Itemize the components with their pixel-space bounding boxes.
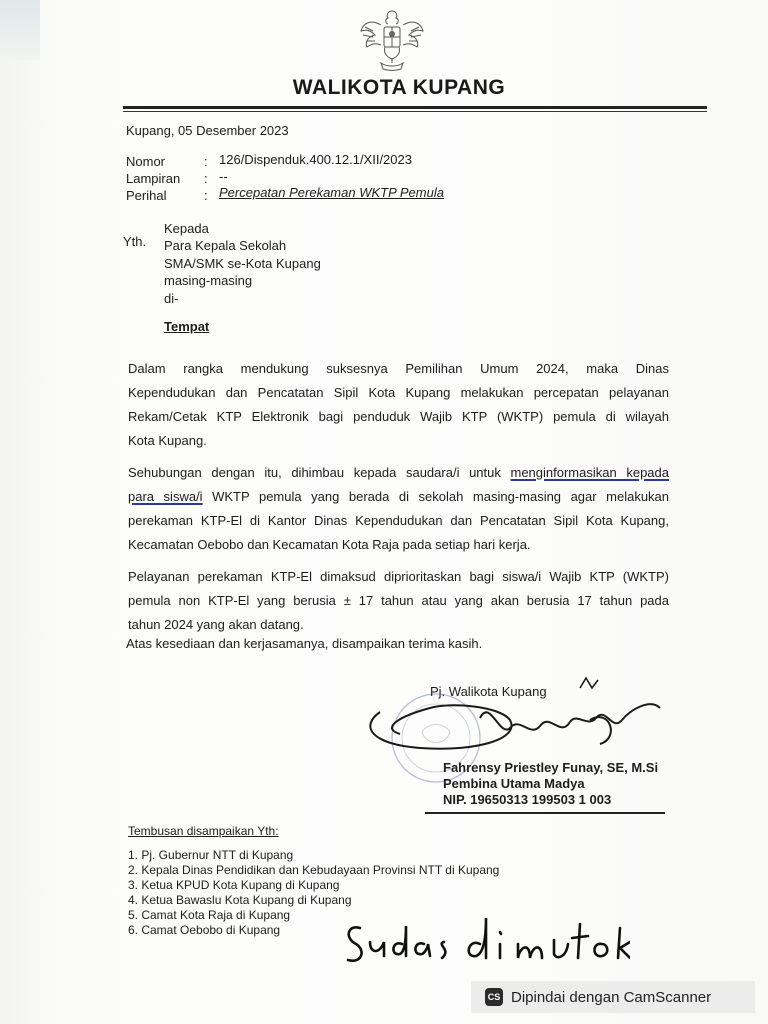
perihal-colon: : [204,188,208,203]
lampiran-value: -- [219,169,228,184]
body-text: Sehubungan dengan itu, dihimbau kepada saudara/i untuk [128,465,511,480]
signatory-nip: NIP. 19650313 199503 1 003 [443,792,612,807]
cc-item: 1. Pj. Gubernur NTT di Kupang [128,848,294,862]
kepada-label: Kepada [164,221,209,236]
perihal-value: Percepatan Perekaman WKTP Pemula [219,185,444,200]
recipient-line-4: di- [164,291,179,306]
recipient-line-2: SMA/SMK se-Kota Kupang [164,256,321,271]
body-line: Pelayanan perekaman KTP-El dimaksud diprioritaskan bagi siswa/i Wajib KTP (WKTP) [128,569,669,584]
signatory-rank: Pembina Utama Madya [443,776,585,791]
nomor-label: Nomor [126,154,166,169]
perihal-label: Perihal [126,188,167,203]
yth-label: Yth. [123,234,147,249]
body-paragraph-1 [128,357,669,453]
cc-item: 4. Ketua Bawaslu Kota Kupang di Kupang [128,893,352,907]
body-line: Kependudukan dan Pencatatan Sipil Kota Kupang melakukan percepatan pelayanan [128,385,669,400]
cc-heading: Tembusan disampaikan Yth: [128,824,279,838]
nomor-colon: : [204,154,208,169]
cc-item: 5. Camat Kota Raja di Kupang [128,908,291,922]
underlined-text: para siswa/i [128,489,203,504]
camscanner-watermark [471,981,755,1013]
letterhead-rule-thin [123,111,707,112]
body-line: perekaman KTP-El di Kantor Dinas Kependudukan dan Pencatatan Sipil Kota Kupang, [128,513,669,528]
recipient-line-1: Para Kepala Sekolah [164,238,287,253]
letterhead-title: WALIKOTA KUPANG [292,76,506,99]
scan-edge-tint [0,0,40,60]
underlined-text: menginformasikan kepada [510,465,669,480]
body-line: tahun 2024 yang akan datang. [128,617,304,632]
body-paragraph-3 [128,565,669,637]
cc-item: 6. Camat Oebobo di Kupang [128,923,281,937]
letterhead-rule-thick [123,106,707,109]
closing-line: Atas kesediaan dan kerjasamanya, disampaikan terima kasih. [126,636,483,651]
body-line: Kota Kupang. [128,433,207,448]
recipient-place: Tempat [164,319,210,334]
camscanner-text: Dipindai dengan CamScanner [511,988,712,1006]
nomor-value: 126/Dispenduk.400.12.1/XII/2023 [219,152,412,167]
body-line: pemula non KTP-El yang berusia ± 17 tahun atau yang akan berusia 17 tahun pada [128,593,669,608]
camscanner-logo-icon: CS [485,988,503,1006]
cc-item: 2. Kepala Dinas Pendidikan dan Kebudayaan Provinsi NTT di Kupang [128,863,500,877]
cc-item: 3. Ketua KPUD Kota Kupang di Kupang [128,878,340,892]
signatory-name: Fahrensy Priestley Funay, SE, M.Si [443,760,659,775]
recipient-line-3: masing-masing [164,273,253,288]
lampiran-label: Lampiran [126,171,181,186]
body-line: Dalam rangka mendukung suksesnya Pemilihan Umum 2024, maka Dinas [128,361,669,376]
body-text: WKTP pemula yang berada di sekolah masing-masing agar melakukan [202,489,670,504]
lampiran-colon: : [204,171,208,186]
body-line [128,485,669,509]
signature-rule [425,812,665,814]
place-date: Kupang, 05 Desember 2023 [126,123,289,138]
body-line [128,461,669,485]
garuda-emblem-icon [357,5,427,73]
body-line: Kecamatan Oebobo dan Kecamatan Kota Raja pada setiap hari kerja. [128,537,531,552]
handwritten-note-icon [340,904,630,976]
body-paragraph-2 [128,461,669,557]
body-line: Rekam/Cetak KTP Elektronik bagi penduduk Wajib KTP (WKTP) pemula di wilayah [128,409,669,424]
signatory-office: Pj. Walikota Kupang [430,684,547,699]
